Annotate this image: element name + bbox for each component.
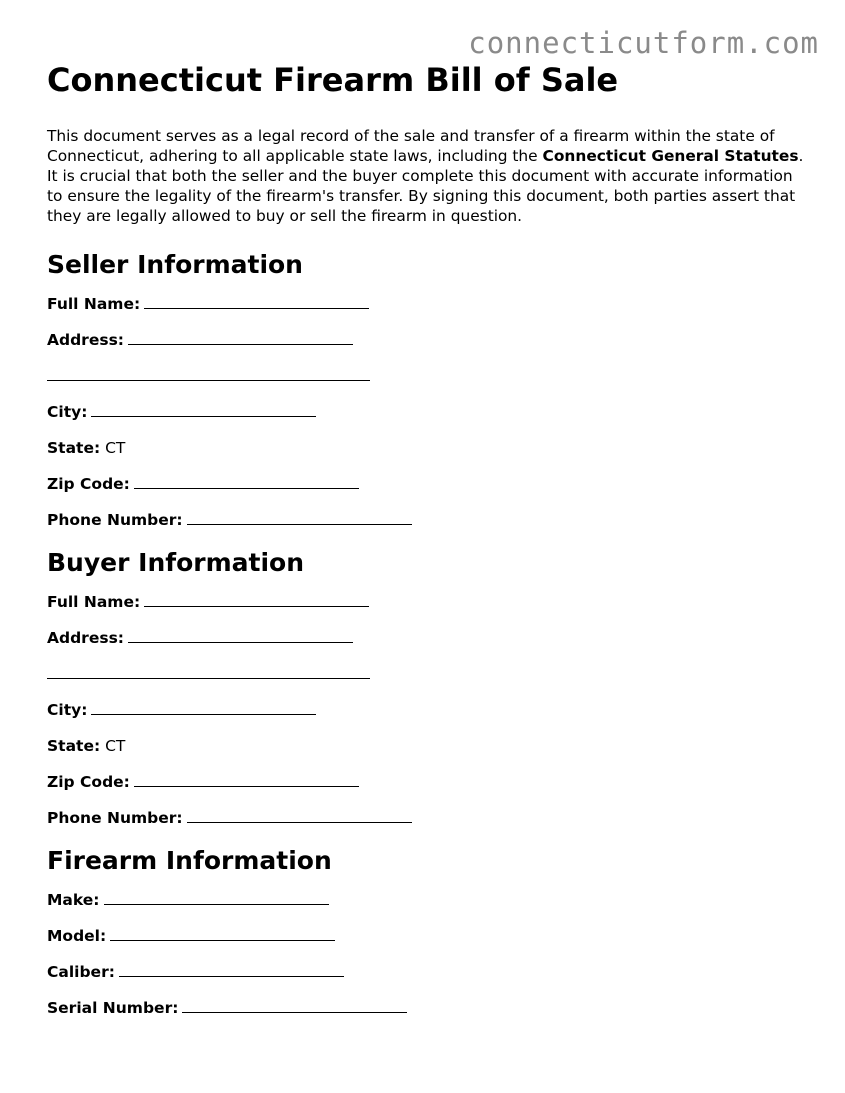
firearm-section (47, 844, 807, 1018)
buyer-address-blank[interactable] (128, 628, 353, 643)
seller-phone-label: Phone Number: (47, 511, 183, 529)
seller-full-name-field (47, 294, 807, 314)
seller-address-line-2 (47, 366, 807, 386)
firearm-make-blank[interactable] (104, 890, 329, 905)
firearm-caliber-field (47, 962, 807, 982)
buyer-city-field (47, 700, 807, 720)
seller-city-blank[interactable] (91, 402, 316, 417)
firearm-model-blank[interactable] (110, 926, 335, 941)
firearm-serial-label: Serial Number: (47, 999, 179, 1017)
intro-text-2: . It is crucial that both the seller and the buyer complete this document with accurate information to ensure the legality of the firearm's transfer. By signing this document, both parties assert that they are legally allowed to buy or sell the firearm in question. (47, 147, 804, 225)
buyer-city-blank[interactable] (91, 700, 316, 715)
intro-bold-statutes: Connecticut General Statutes (542, 147, 799, 165)
buyer-state-value: CT (105, 737, 126, 755)
buyer-state-field (47, 736, 807, 756)
firearm-serial-blank[interactable] (182, 998, 407, 1013)
seller-address-blank[interactable] (128, 330, 353, 345)
seller-phone-field (47, 510, 807, 530)
seller-zip-field (47, 474, 807, 494)
buyer-full-name-label: Full Name: (47, 593, 141, 611)
seller-phone-blank[interactable] (187, 510, 412, 525)
buyer-address-label: Address: (47, 629, 124, 647)
seller-city-label: City: (47, 403, 88, 421)
buyer-full-name-blank[interactable] (144, 592, 369, 607)
seller-address-label: Address: (47, 331, 124, 349)
firearm-make-field (47, 890, 807, 910)
firearm-serial-field (47, 998, 807, 1018)
buyer-zip-label: Zip Code: (47, 773, 130, 791)
buyer-phone-field (47, 808, 807, 828)
buyer-phone-label: Phone Number: (47, 809, 183, 827)
firearm-make-label: Make: (47, 891, 100, 909)
buyer-zip-field (47, 772, 807, 792)
seller-city-field (47, 402, 807, 422)
firearm-model-field (47, 926, 807, 946)
watermark: connecticutform.com (468, 26, 819, 60)
firearm-heading: Firearm Information (47, 846, 332, 875)
seller-zip-blank[interactable] (134, 474, 359, 489)
seller-full-name-label: Full Name: (47, 295, 141, 313)
intro-paragraph (47, 126, 807, 226)
page-title: Connecticut Firearm Bill of Sale (47, 61, 619, 99)
buyer-address-line-2 (47, 664, 807, 684)
seller-heading: Seller Information (47, 250, 303, 279)
seller-address-field (47, 330, 807, 350)
buyer-phone-blank[interactable] (187, 808, 412, 823)
seller-zip-label: Zip Code: (47, 475, 130, 493)
seller-state-label: State: (47, 439, 101, 457)
seller-state-field (47, 438, 807, 458)
seller-full-name-blank[interactable] (144, 294, 369, 309)
firearm-caliber-label: Caliber: (47, 963, 115, 981)
intro-text-1: This document serves as a legal record of the sale and transfer of a firearm within the state of Connecticut, adhering to all applicable state laws, including the (47, 127, 775, 165)
firearm-caliber-blank[interactable] (119, 962, 344, 977)
buyer-full-name-field (47, 592, 807, 612)
seller-state-value: CT (105, 439, 126, 457)
buyer-section (47, 546, 807, 828)
buyer-state-label: State: (47, 737, 101, 755)
buyer-address-field (47, 628, 807, 648)
buyer-heading: Buyer Information (47, 548, 305, 577)
document-page (47, 58, 807, 1034)
firearm-model-label: Model: (47, 927, 107, 945)
buyer-address-blank-2[interactable] (47, 664, 370, 679)
buyer-zip-blank[interactable] (134, 772, 359, 787)
seller-section (47, 248, 807, 530)
buyer-city-label: City: (47, 701, 88, 719)
seller-address-blank-2[interactable] (47, 366, 370, 381)
